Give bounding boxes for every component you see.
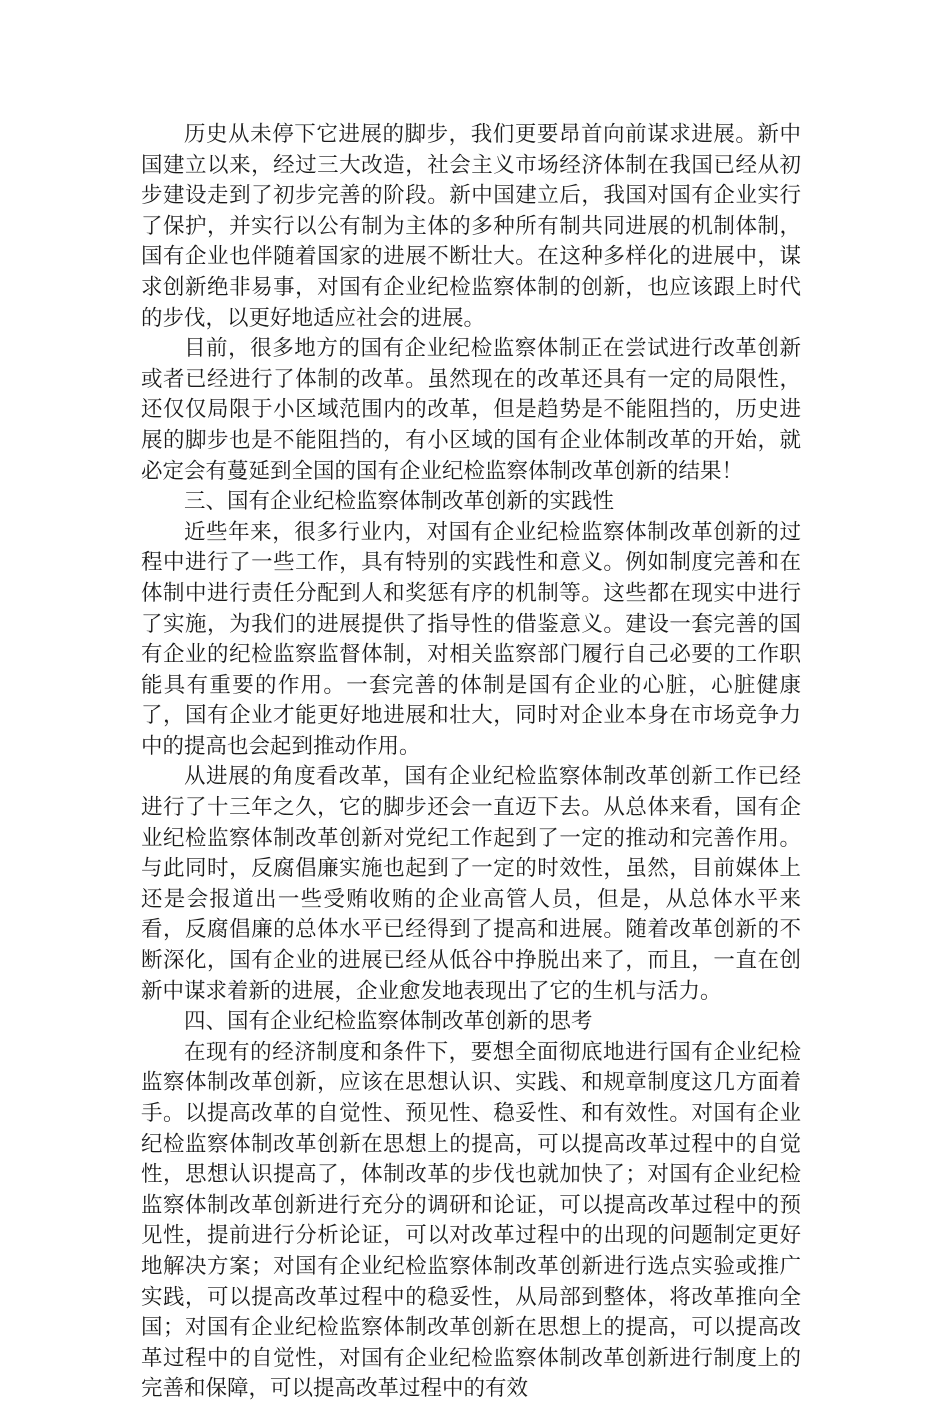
paragraph-current-status: 目前，很多地方的国有企业纪检监察体制正在尝试进行改革创新或者已经进行了体制的改革。虽然现在的改革还具有一定的局限性，还仅仅局限于小区域范围内的改革，但是趋势是不能阻挡的，历史进展的脚步也是不能阻挡的，有小区域的国有企业体制改革的开始，就必定会有蔓延到全国的国有企业纪检监察体制改革创新的结果！ — [141, 336, 801, 484]
paragraph-history: 历史从未停下它进展的脚步，我们更要昂首向前谋求进展。新中国建立以来，经过三大改造，社会主义市场经济体制在我国已经从初步建设走到了初步完善的阶段。新中国建立后，我国对国有企业实行了保护，并实行以公有制为主体的多种所有制共同进展的机制体制，国有企业也伴随着国家的进展不断壮大。在这种多样化的进展中，谋求创新绝非易事，对国有企业纪检监察体制的创新，也应该跟上时代的步伐，以更好地适应社会的进展。 — [141, 122, 801, 331]
section-heading-thinking: 四、国有企业纪检监察体制改革创新的思考 — [184, 1009, 593, 1035]
paragraph-practice: 近些年来，很多行业内，对国有企业纪检监察体制改革创新的过程中进行了一些工作，具有特别的实践性和意义。例如制度完善和在体制中进行责任分配到人和奖惩有序的机制等。这些都在现实中进行了实施，为我们的进展提供了指导性的借鉴意义。建设一套完善的国有企业的纪检监察监督体制，对相关监察部门履行自己必要的工作职能具有重要的作用。一套完善的体制是国有企业的心脏，心脏健康了，国有企业才能更好地进展和壮大，同时对企业本身在市场竞争力中的提高也会起到推动作用。 — [141, 519, 801, 759]
paragraph-thinking: 在现有的经济制度和条件下，要想全面彻底地进行国有企业纪检监察体制改革创新，应该在思想认识、实践、和规章制度这几方面着手。以提高改革的自觉性、预见性、稳妥性、和有效性。对国有企业纪检监察体制改革创新在思想上的提高，可以提高改革过程中的自觉性，思想认识提高了，体制改革的步伐也就加快了；对国有企业纪检监察体制改革创新进行充分的调研和论证，可以提高改革过程中的预见性，提前进行分析论证，可以对改革过程中的出现的问题制定更好地解决方案；对国有企业纪检监察体制改革创新进行选点实验或推广实践，可以提高改革过程中的稳妥性，从局部到整体，将改革推向全国；对国有企业纪检监察体制改革创新在思想上的提高，可以提高改革过程中的自觉性，对国有企业纪检监察体制改革创新进行制度上的完善和保障，可以提高改革过程中的有效 — [141, 1039, 801, 1402]
document-page — [141, 120, 801, 1405]
paragraph-development: 从进展的角度看改革，国有企业纪检监察体制改革创新工作已经进行了十三年之久，它的脚步还会一直迈下去。从总体来看，国有企业纪检监察体制改革创新对党纪工作起到了一定的推动和完善作用。与此同时，反腐倡廉实施也起到了一定的时效性，虽然，目前媒体上还是会报道出一些受贿收贿的企业高管人员，但是，从总体水平来看，反腐倡廉的总体水平已经得到了提高和进展。随着改革创新的不断深化，国有企业的进展已经从低谷中挣脱出来了，而且，一直在创新中谋求着新的进展，企业愈发地表现出了它的生机与活力。 — [141, 764, 801, 1004]
section-heading-practice: 三、国有企业纪检监察体制改革创新的实践性 — [184, 489, 615, 515]
